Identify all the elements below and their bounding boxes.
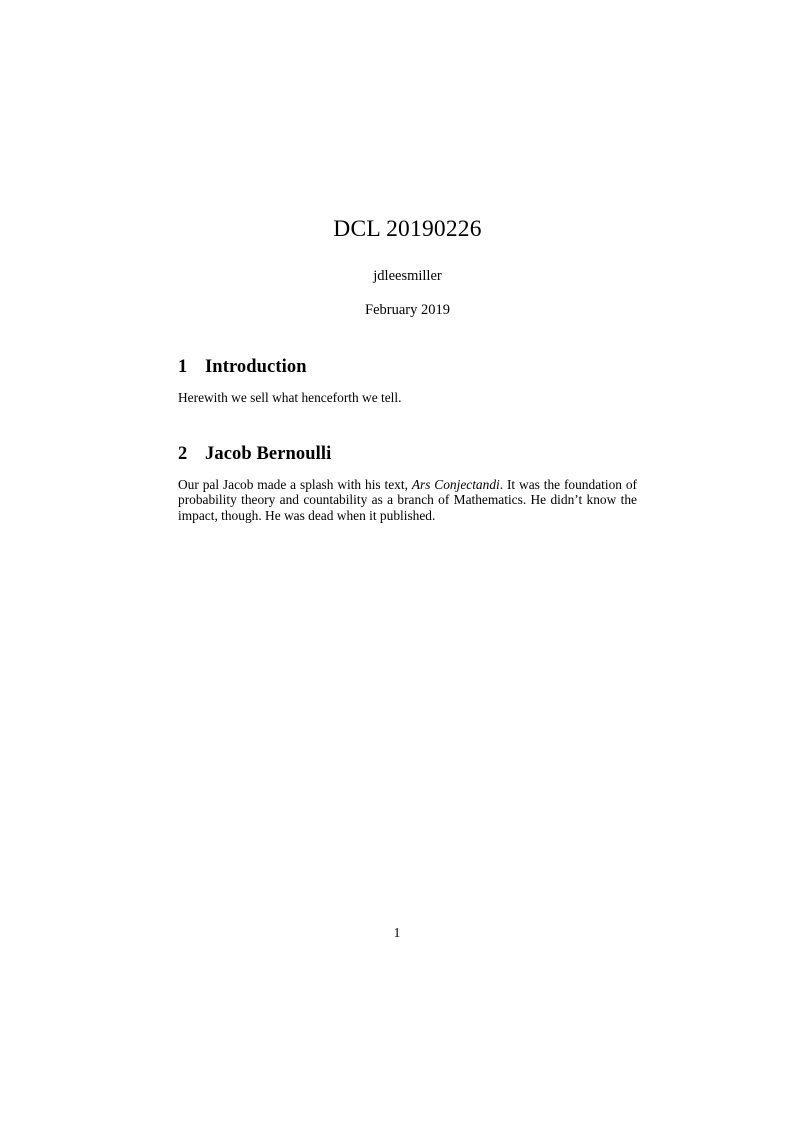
section-introduction	[178, 357, 637, 406]
paragraph-text-before: Our pal Jacob made a splash with his text,	[178, 476, 412, 492]
section-title: Introduction	[205, 357, 307, 377]
paragraph	[178, 390, 637, 406]
paragraph-text-after: . It was the foundation of probability theory and countability as a branch of Mathematics. He didn’t know the impact, though. He was dead when it published.	[178, 476, 637, 524]
document-body	[178, 0, 637, 524]
section-jacob-bernoulli	[178, 444, 637, 524]
page-number: 1	[393, 925, 401, 940]
document-author: jdleesmiller	[373, 268, 442, 284]
section-number: 2	[178, 443, 188, 464]
section-heading-jacob-bernoulli	[178, 444, 637, 465]
book-title-emphasis: Ars Conjectandi	[411, 476, 500, 492]
section-title: Jacob Bernoulli	[205, 443, 332, 464]
section-number: 1	[178, 357, 188, 377]
document-date: February 2019	[365, 302, 450, 318]
page-title: DCL 20190226	[333, 216, 482, 242]
section-heading-introduction	[178, 357, 637, 378]
paragraph-text-before: Herewith we sell what henceforth we tell.	[178, 390, 402, 405]
paragraph	[178, 477, 637, 524]
